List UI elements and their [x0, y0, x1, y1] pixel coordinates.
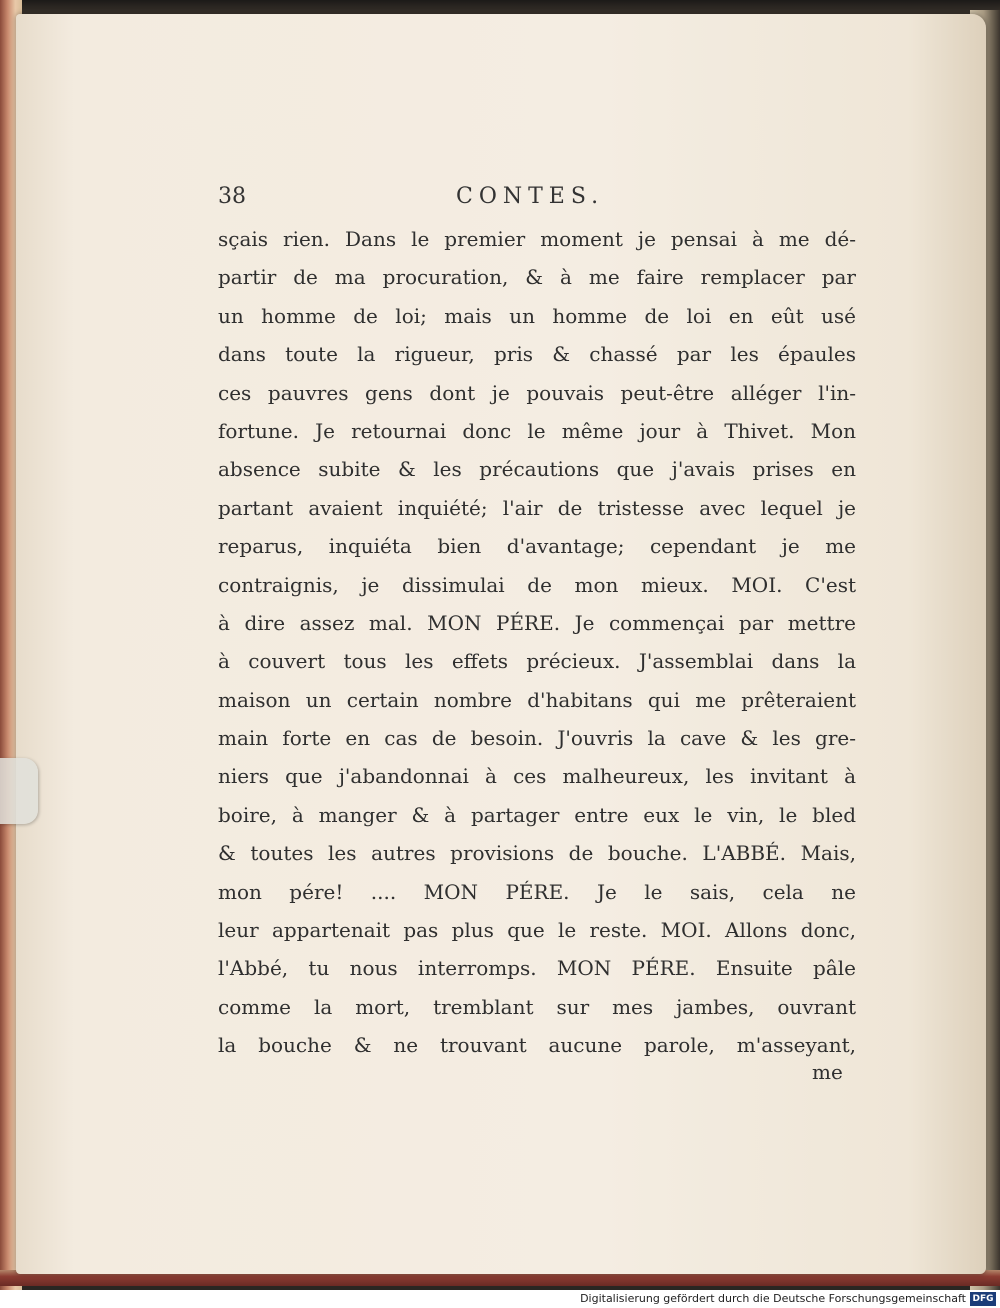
text-line: absence subite & les précautions que j'avais prises en — [218, 457, 856, 482]
footer-bar — [0, 1290, 1000, 1308]
text-line: ces pauvres gens dont je pouvais peut-être alléger l'in- — [218, 380, 856, 405]
text-line: contraignis, je dissimulai de mon mieux. MOI. C'est — [218, 572, 856, 597]
digitization-credit: Digitalisierung gefördert durch die Deutsche Forschungsgemeinschaft — [580, 1292, 966, 1305]
text-line: boire, à manger & à partager entre eux le vin, le bled — [218, 802, 856, 827]
text-line: à dire assez mal. MON PÉRE. Je commençai par mettre — [218, 610, 856, 635]
text-line: dans toute la rigueur, pris & chassé par les épaules — [218, 342, 856, 367]
page-marker-tab — [0, 758, 38, 824]
text-line: maison un certain nombre d'habitans qui me prêteraient — [218, 687, 856, 712]
catchword: me — [812, 1060, 843, 1084]
text-line: leur appartenait pas plus que le reste. MOI. Allons donc, — [218, 918, 856, 943]
text-line: fortune. Je retournai donc le même jour à Thivet. Mon — [218, 418, 856, 443]
running-head: CONTES. — [456, 184, 605, 209]
text-line: à couvert tous les effets précieux. J'assemblai dans la — [218, 649, 856, 674]
text-line: mon pére! .... MON PÉRE. Je le sais, cela ne — [218, 879, 856, 904]
page-header — [218, 184, 628, 214]
text-line: l'Abbé, tu nous interromps. MON PÉRE. Ensuite pâle — [218, 956, 856, 981]
text-line: partir de ma procuration, & à me faire remplacer par — [218, 265, 856, 290]
text-line: & toutes les autres provisions de bouche. L'ABBÉ. Mais, — [218, 841, 856, 866]
text-line: comme la mort, tremblant sur mes jambes, ouvrant — [218, 994, 856, 1019]
text-line: la bouche & ne trouvant aucune parole, m'asseyant, — [218, 1033, 856, 1058]
text-line: partant avaient inquiété; l'air de tristesse avec lequel je — [218, 495, 856, 520]
dfg-logo-icon: DFG — [970, 1292, 996, 1306]
page-number: 38 — [218, 184, 246, 209]
body-text — [218, 220, 856, 1065]
text-line: un homme de loi; mais un homme de loi en eût usé — [218, 303, 856, 328]
text-line: sçais rien. Dans le premier moment je pensai à me dé- — [218, 227, 856, 251]
text-line: main forte en cas de besoin. J'ouvris la cave & les gre- — [218, 726, 856, 751]
text-line: niers que j'abandonnai à ces malheureux, les invitant à — [218, 764, 856, 789]
text-line: reparus, inquiéta bien d'avantage; cependant je me — [218, 534, 856, 559]
